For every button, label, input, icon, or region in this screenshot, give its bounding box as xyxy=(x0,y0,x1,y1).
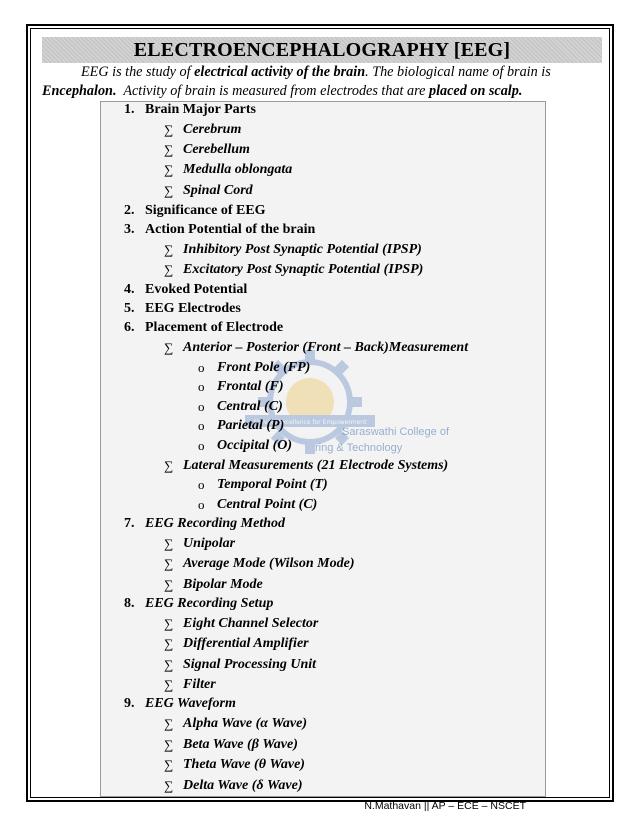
circle-bullet-icon: o xyxy=(198,497,205,512)
sigma-bullet-icon: ∑ xyxy=(164,183,174,198)
subsubitem-label: Parietal (P) xyxy=(217,418,285,433)
sigma-bullet-icon: ∑ xyxy=(164,536,174,551)
subitem-label: Lateral Measurements (21 Electrode Systems) xyxy=(183,458,449,473)
sigma-bullet-icon: ∑ xyxy=(164,616,174,631)
sigma-bullet-icon: ∑ xyxy=(164,657,174,672)
circle-bullet-icon: o xyxy=(198,418,205,433)
subsubitem-label: Central Point (C) xyxy=(217,497,318,512)
seal-text: Striving Excellence for Empowerment xyxy=(253,419,367,426)
intro-emphasis: Encephalon. xyxy=(42,83,117,99)
sigma-bullet-icon: ∑ xyxy=(164,577,174,592)
title-banner xyxy=(42,37,602,63)
subitem-label: Filter xyxy=(183,677,216,692)
subsubitem-label: Temporal Point (T) xyxy=(217,477,328,492)
sigma-bullet-icon: ∑ xyxy=(164,737,174,752)
intro-emphasis: placed on scalp. xyxy=(428,83,523,99)
item-number: 1. xyxy=(124,102,135,117)
item-number: 2. xyxy=(124,203,135,218)
subitem-label: Differential Amplifier xyxy=(183,636,309,651)
item-number: 7. xyxy=(124,516,135,531)
subitem-label: Delta Wave (δ Wave) xyxy=(183,778,303,793)
intro-emphasis: electrical activity of the brain xyxy=(194,64,366,80)
sigma-bullet-icon: ∑ xyxy=(164,340,174,355)
subitem-label: Spinal Cord xyxy=(183,183,253,198)
subitem-label: Medulla oblongata xyxy=(183,162,293,177)
sigma-bullet-icon: ∑ xyxy=(164,556,174,571)
subitem-label: Beta Wave (β Wave) xyxy=(183,737,298,752)
sigma-bullet-icon: ∑ xyxy=(164,757,174,772)
section-heading: EEG Waveform xyxy=(145,696,236,711)
section-heading: Action Potential of the brain xyxy=(145,222,316,237)
circle-bullet-icon: o xyxy=(198,399,205,414)
subitem-label: Excitatory Post Synaptic Potential (IPSP) xyxy=(183,262,424,277)
section-heading: Significance of EEG xyxy=(145,203,266,218)
intro-text: EEG is the study of xyxy=(81,64,195,80)
subitem-label: Unipolar xyxy=(183,536,236,551)
item-number: 6. xyxy=(124,320,135,335)
subitem-label: Inhibitory Post Synaptic Potential (IPSP) xyxy=(183,242,422,257)
subitem-label: Bipolar Mode xyxy=(183,577,263,592)
sigma-bullet-icon: ∑ xyxy=(164,242,174,257)
intro-line-2 xyxy=(42,82,602,101)
section-heading: EEG Recording Method xyxy=(145,516,286,531)
section-heading: Evoked Potential xyxy=(145,282,248,297)
footer-credit: N.Mathavan || AP – ECE – NSCET xyxy=(364,800,526,812)
circle-bullet-icon: o xyxy=(198,360,205,375)
sigma-bullet-icon: ∑ xyxy=(164,458,174,473)
item-number: 9. xyxy=(124,696,135,711)
item-number: 8. xyxy=(124,596,135,611)
subitem-label: Anterior – Posterior (Front – Back)Measurement xyxy=(183,340,469,355)
item-number: 5. xyxy=(124,301,135,316)
item-number: 4. xyxy=(124,282,135,297)
sigma-bullet-icon: ∑ xyxy=(164,636,174,651)
subitem-label: Alpha Wave (α Wave) xyxy=(183,716,308,731)
sigma-bullet-icon: ∑ xyxy=(164,142,174,157)
subitem-label: Cerebrum xyxy=(183,122,242,137)
section-heading: EEG Recording Setup xyxy=(145,596,274,611)
section-heading: EEG Electrodes xyxy=(145,301,241,316)
sigma-bullet-icon: ∑ xyxy=(164,162,174,177)
subitem-label: Theta Wave (θ Wave) xyxy=(183,757,305,772)
intro-line-1 xyxy=(42,63,602,82)
subsubitem-label: Front Pole (FP) xyxy=(217,360,311,375)
item-number: 3. xyxy=(124,222,135,237)
sigma-bullet-icon: ∑ xyxy=(164,677,174,692)
section-heading: Brain Major Parts xyxy=(145,102,256,117)
subitem-label: Eight Channel Selector xyxy=(183,616,319,631)
subitem-label: Cerebellum xyxy=(183,142,250,157)
subsubitem-label: Occipital (O) xyxy=(217,438,293,453)
subsubitem-label: Central (C) xyxy=(217,399,283,414)
sigma-bullet-icon: ∑ xyxy=(164,778,174,793)
subitem-label: Signal Processing Unit xyxy=(183,657,317,672)
circle-bullet-icon: o xyxy=(198,379,205,394)
intro-text: . The biological name of brain is xyxy=(365,64,551,80)
watermark-line-1: Saraswathi College of xyxy=(342,426,450,438)
subitem-label: Average Mode (Wilson Mode) xyxy=(183,556,355,571)
intro-paragraph xyxy=(42,63,602,101)
sigma-bullet-icon: ∑ xyxy=(164,262,174,277)
circle-bullet-icon: o xyxy=(198,438,205,453)
sigma-bullet-icon: ∑ xyxy=(164,122,174,137)
circle-bullet-icon: o xyxy=(198,477,205,492)
page-title: ELECTROENCEPHALOGRAPHY [EEG] xyxy=(133,38,511,61)
section-heading: Placement of Electrode xyxy=(145,320,284,335)
subsubitem-label: Frontal (F) xyxy=(217,379,284,394)
sigma-bullet-icon: ∑ xyxy=(164,716,174,731)
intro-text: Activity of brain is measured from electrodes that are xyxy=(116,83,429,99)
watermark-line-2: ring & Technology xyxy=(315,442,403,454)
